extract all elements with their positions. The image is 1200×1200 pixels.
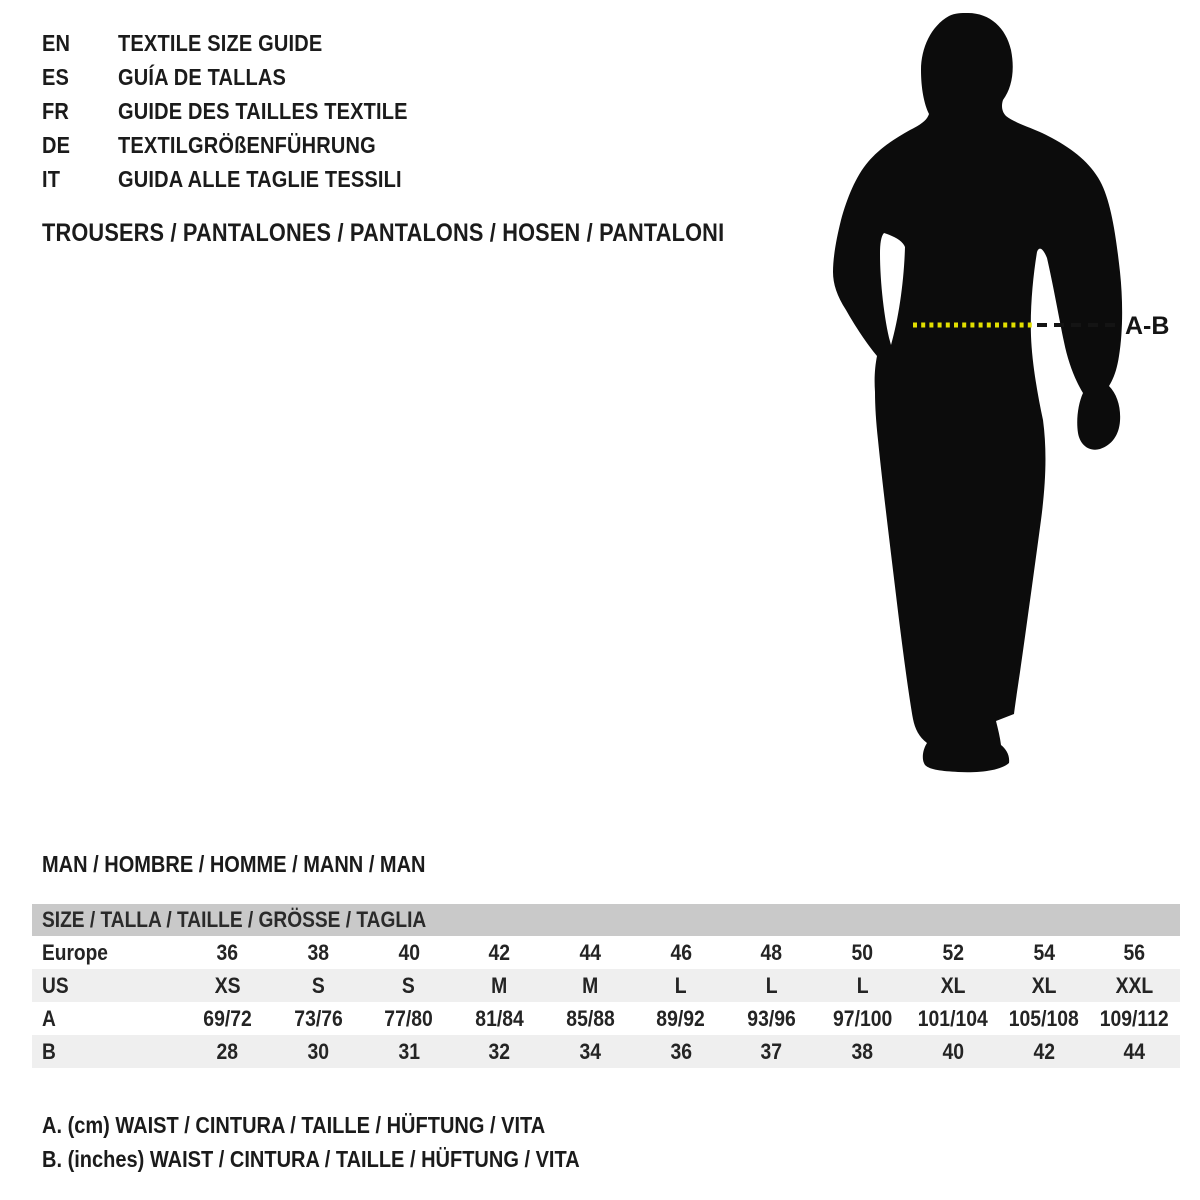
footnotes <box>42 1108 660 1176</box>
size-value-cell: 36 <box>216 940 239 965</box>
size-value-cell: 109/112 <box>1100 1006 1170 1031</box>
size-value-cell: 54 <box>1033 940 1055 965</box>
size-value-cell: XL <box>1031 973 1057 998</box>
size-table <box>32 904 1180 1068</box>
language-code: FR <box>42 98 70 124</box>
language-list <box>42 26 451 196</box>
section-heading-man <box>42 850 483 878</box>
size-table-header-text: SIZE / TALLA / TAILLE / GRÖSSE / TAGLIA <box>42 907 427 932</box>
size-value-cell: 42 <box>488 940 511 965</box>
size-value-cell: M <box>491 973 508 998</box>
size-value-cell: 44 <box>579 940 602 965</box>
language-label: TEXTILGRÖßENFÜHRUNG <box>118 132 376 158</box>
size-value-cell: 105/108 <box>1008 1006 1079 1031</box>
language-label: TEXTILE SIZE GUIDE <box>118 30 323 56</box>
size-value-cell: 42 <box>1033 1039 1055 1064</box>
size-value-cell: 40 <box>398 940 420 965</box>
size-value-cell: 28 <box>216 1039 239 1064</box>
size-table-row-b <box>32 1035 1180 1068</box>
size-table-body <box>32 936 1180 1068</box>
language-code: DE <box>42 132 71 158</box>
row-label-cell: US <box>42 973 69 998</box>
size-value-cell: 50 <box>851 940 874 965</box>
size-value-cell: XS <box>214 973 241 998</box>
size-value-cell: L <box>765 973 778 998</box>
size-value-cell: XXL <box>1115 973 1154 998</box>
footnote-line: A. (cm) WAIST / CINTURA / TAILLE / HÜFTUNG / VITA <box>42 1112 546 1138</box>
language-code: ES <box>42 64 70 90</box>
size-value-cell: 37 <box>760 1039 783 1064</box>
language-code: IT <box>42 166 61 192</box>
size-value-cell: 69/72 <box>203 1006 252 1031</box>
size-value-cell: 31 <box>398 1039 420 1064</box>
man-silhouette-svg <box>820 0 1200 800</box>
size-value-cell: 73/76 <box>293 1006 343 1031</box>
language-label: GUIDA ALLE TAGLIE TESSILI <box>118 166 402 192</box>
size-value-cell: 48 <box>760 940 783 965</box>
size-table-row-us <box>32 969 1180 1002</box>
man-silhouette <box>833 13 1122 772</box>
size-table-row-europe <box>32 936 1180 969</box>
language-item <box>42 60 451 94</box>
size-value-cell: S <box>311 973 325 998</box>
footnote-line: B. (inches) WAIST / CINTURA / TAILLE / HÜFTUNG / VITA <box>42 1146 580 1172</box>
size-value-cell: 85/88 <box>566 1006 615 1031</box>
size-value-cell: 93/96 <box>747 1006 796 1031</box>
size-value-cell: 30 <box>307 1039 329 1064</box>
section-heading-text: MAN / HOMBRE / HOMME / MANN / MAN <box>42 851 426 877</box>
size-value-cell: 38 <box>307 940 329 965</box>
size-value-cell: 52 <box>942 940 964 965</box>
size-value-cell: 46 <box>670 940 692 965</box>
size-value-cell: 44 <box>1123 1039 1146 1064</box>
size-value-cell: 32 <box>488 1039 511 1064</box>
size-value-cell: L <box>856 973 869 998</box>
language-item <box>42 162 451 196</box>
language-item <box>42 94 451 128</box>
size-value-cell: 89/92 <box>656 1006 706 1031</box>
man-silhouette-figure <box>820 0 1200 800</box>
row-label-cell: A <box>42 1006 56 1031</box>
category-heading <box>42 218 826 248</box>
waist-measure-label: A-B <box>1125 312 1170 340</box>
row-label-cell: Europe <box>42 940 108 965</box>
size-value-cell: S <box>402 973 416 998</box>
size-value-cell: M <box>582 973 599 998</box>
size-table-header <box>32 904 1180 936</box>
size-table-row-a <box>32 1002 1180 1035</box>
language-code: EN <box>42 30 71 56</box>
language-item <box>42 26 451 60</box>
size-value-cell: L <box>675 973 687 998</box>
size-value-cell: 36 <box>670 1039 692 1064</box>
row-label-cell: B <box>42 1039 56 1064</box>
category-heading-text: TROUSERS / PANTALONES / PANTALONS / HOSEN / PANTALONI <box>42 219 725 247</box>
size-value-cell: 101/104 <box>918 1006 989 1031</box>
size-value-cell: 81/84 <box>475 1006 524 1031</box>
size-value-cell: 38 <box>851 1039 874 1064</box>
size-value-cell: 56 <box>1123 940 1146 965</box>
language-label: GUIDE DES TAILLES TEXTILE <box>118 98 408 124</box>
size-value-cell: XL <box>940 973 966 998</box>
language-item <box>42 128 451 162</box>
size-value-cell: 77/80 <box>384 1006 434 1031</box>
size-value-cell: 40 <box>942 1039 964 1064</box>
language-label: GUÍA DE TALLAS <box>118 64 287 90</box>
size-value-cell: 34 <box>579 1039 602 1064</box>
size-value-cell: 97/100 <box>832 1006 893 1031</box>
